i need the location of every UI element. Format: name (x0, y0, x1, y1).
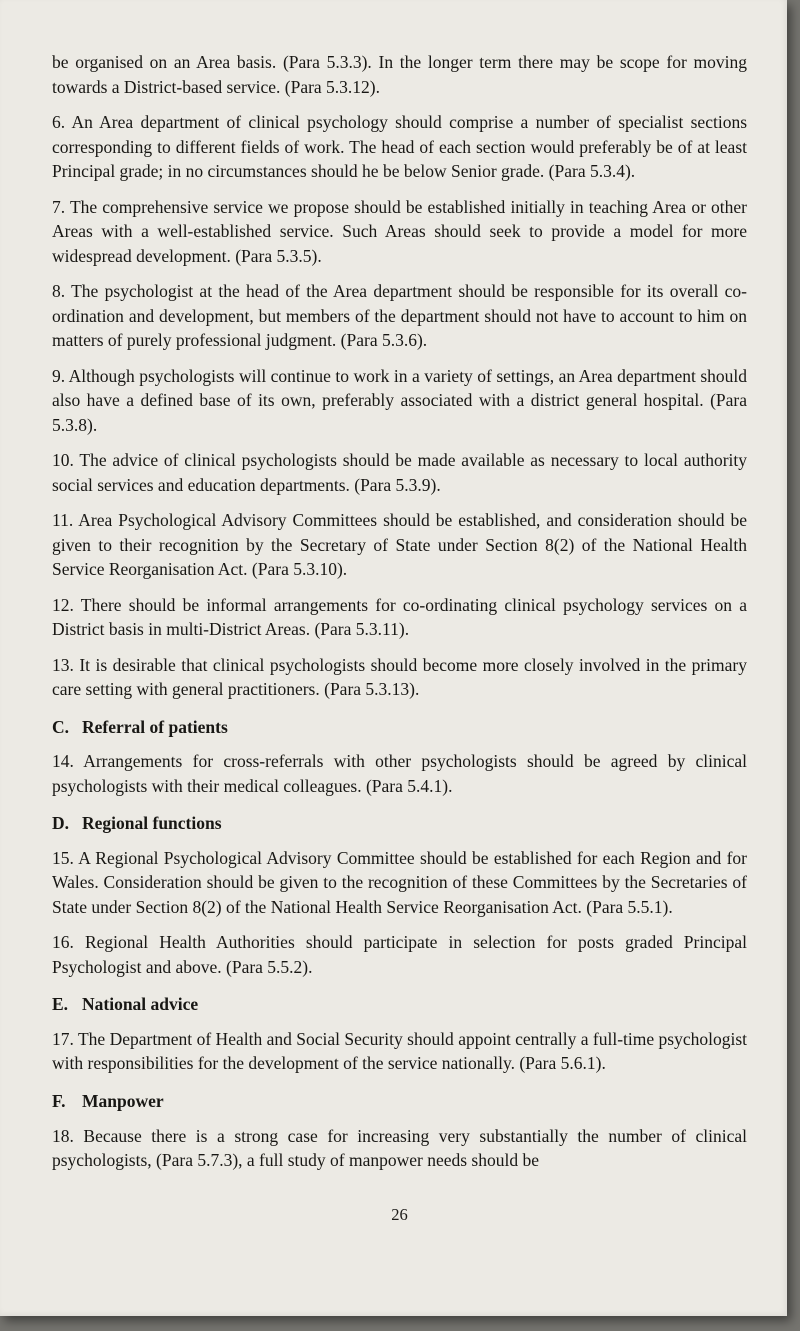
section-letter: D. (52, 813, 70, 834)
paragraph-14: 14. Arrangements for cross-referrals with other psychologists should be agreed by clinical psychologists with their medical colleagues. (Para 5.4.1). (52, 751, 747, 796)
section-title: Manpower (82, 1090, 164, 1111)
paragraph-18: 18. Because there is a strong case for increasing very substantially the number of clinical psychologists, (Para 5.7.3), a full study of manpower needs should be (52, 1125, 747, 1170)
section-letter: C. (52, 716, 70, 737)
paragraph-12: 12. There should be informal arrangements for co-ordinating clinical psychology services on a District basis in multi-District Areas. (Para 5.3.11). (52, 594, 747, 639)
section-letter: E. (52, 994, 69, 1015)
paragraph-11: 11. Area Psychological Advisory Committees should be established, and consideration should be given to their recognition by the Secretary of State under Section 8(2) of the National Health Service Reorganisation Act. (Para 5.3.10). (52, 510, 747, 579)
paragraph-6: 6. An Area department of clinical psychology should comprise a number of specialist sections corresponding to different fields of work. The head of each section would preferably be of at least Principal grade; in no circumstances should he be below Senior grade. (Para 5.3.4). (52, 112, 747, 181)
paragraph-9: 9. Although psychologists will continue to work in a variety of settings, an Area department should also have a defined base of its own, preferably associated with a district general hospital. (Para 5.3.8). (52, 365, 747, 435)
paragraph-7: 7. The comprehensive service we propose should be established initially in teaching Area or other Areas with a well-established service. Such Areas should seek to provide a model for more widespread development. (Para 5.3.5). (52, 196, 747, 266)
section-heading-c (52, 716, 747, 740)
paragraph-13: 13. It is desirable that clinical psychologists should become more closely involved in the primary care setting with general practitioners. (Para 5.3.13). (52, 654, 747, 699)
section-title: Regional functions (82, 813, 222, 834)
section-title: National advice (82, 994, 199, 1015)
paragraph-8: 8. The psychologist at the head of the Area department should be responsible for its overall co-ordination and development, but members of the department should not have to account to him on matters of purely professional judgment. (Para 5.3.6). (52, 281, 747, 350)
paragraph-continuation: be organised on an Area basis. (Para 5.3.3). In the longer term there may be scope for moving towards a District-based service. (Para 5.3.12). (52, 52, 747, 97)
paragraph-15: 15. A Regional Psychological Advisory Committee should be established for each Region and for Wales. Consideration should be given to the recognition of these Committees by the Secretaries of State under Section 8(2) of the National Health Service Reorganisation Act. (Para 5.5.1). (52, 847, 747, 917)
section-title: Referral of patients (82, 716, 228, 737)
paragraph-10: 10. The advice of clinical psychologists should be made available as necessary to local authority social services and education departments. (Para 5.3.9). (52, 450, 747, 495)
paragraph-16: 16. Regional Health Authorities should participate in selection for posts graded Principal Psychologist and above. (Para 5.5.2). (52, 932, 747, 977)
paragraph-17: 17. The Department of Health and Social Security should appoint centrally a full-time psychologist with responsibilities for the development of the service nationally. (Para 5.6.1). (52, 1028, 747, 1074)
section-heading-e (52, 993, 747, 1017)
section-heading-d (52, 812, 747, 836)
section-letter: F. (52, 1090, 66, 1111)
page-number: 26 (391, 1204, 408, 1224)
section-heading-f (52, 1090, 747, 1114)
